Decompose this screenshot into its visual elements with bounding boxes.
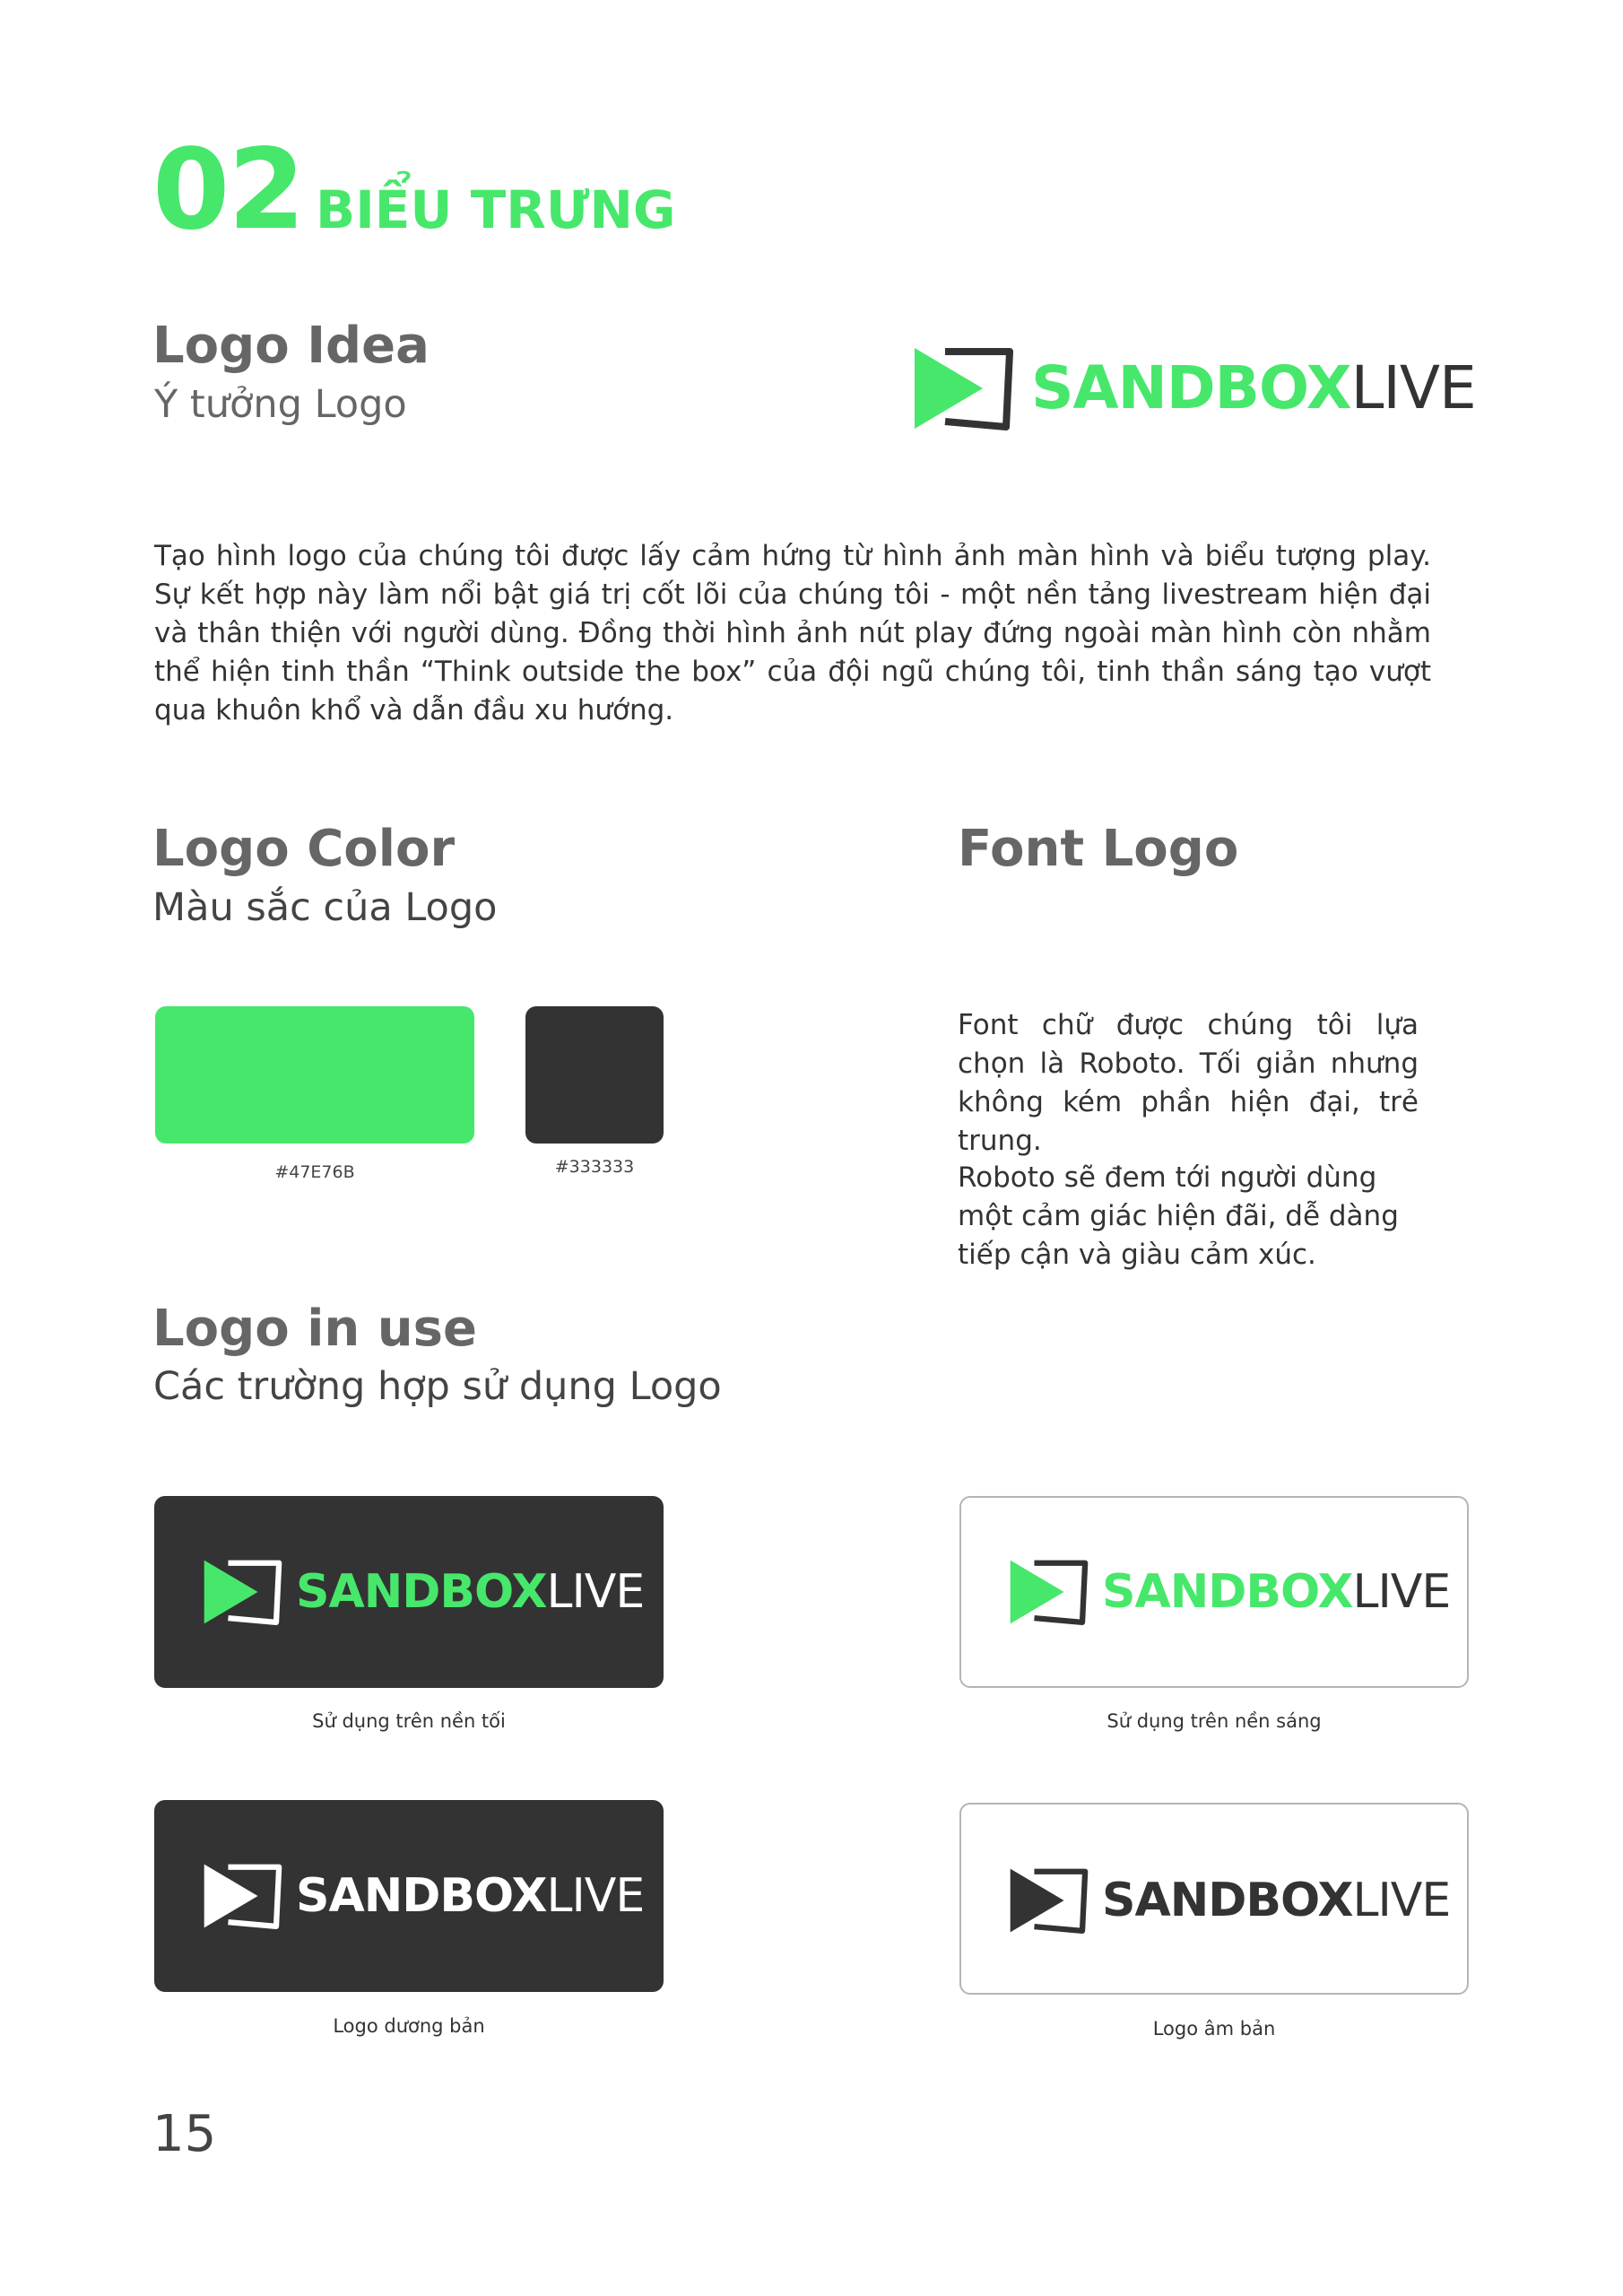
logo-card-dark [154,1496,664,1688]
logo-in-use-title: Logo in use [152,1300,477,1358]
font-logo-paragraph-2: Roboto sẽ đem tới người dùng một cảm giác hiện đãi, dễ dàng tiếp cận và giàu cảm xúc. [958,1161,1399,1271]
play-in-screen-icon [1009,1559,1089,1625]
play-in-screen-icon [203,1559,283,1625]
caption-dark: Sử dụng trên nền tối [312,1710,506,1732]
page-number: 15 [152,2105,217,2163]
section-title: BIỂU TRƯNG [316,179,676,240]
caption-light: Sử dụng trên nền sáng [1107,1710,1322,1732]
section-number: 02 [152,126,304,255]
logo-card-light [959,1496,1469,1688]
logo-word-bold: SANDBOX [296,1565,547,1619]
logo-negative [1009,1867,1450,1934]
logo-idea-title: Logo Idea [152,317,430,375]
logo-color-title: Logo Color [152,820,456,878]
logo-card-positive [154,1800,664,1992]
caption-negative: Logo âm bản [1152,2018,1276,2039]
logo-word-bold: SANDBOX [1102,1565,1353,1619]
logo-word-light: LIVE [546,1565,645,1619]
font-logo-paragraph-1: Font chữ được chúng tôi lựa chọn là Roboto. Tối giản nhưng không kém phần hiện đại, trẻ trung. [958,1009,1419,1157]
color-hex-dark: #333333 [554,1157,635,1177]
color-swatch-green [155,1006,474,1144]
play-in-screen-icon [203,1863,283,1929]
logo-in-use-subtitle: Các trường hợp sử dụng Logo [153,1364,722,1409]
logo-wordmark [1102,1874,1451,1927]
logo-word-bold: SANDBOX [1031,353,1351,422]
logo-word-light: LIVE [1352,1874,1451,1927]
logo-wordmark [1102,1565,1451,1619]
logo-card-negative [959,1803,1469,1995]
logo-wordmark [296,1869,645,1923]
play-in-screen-icon [1009,1867,1089,1934]
logo-on-light [1009,1559,1450,1625]
color-swatch-dark [525,1006,664,1144]
logo-word-light: LIVE [1352,1565,1451,1619]
logo-idea-description: Tạo hình logo của chúng tôi được lấy cảm hứng từ hình ảnh màn hình và biểu tượng play. Sự kết hợp này làm nổi bật giá trị cốt lõi của chúng tôi - một nền tảng livestream hiện đại và thân thiện với người dùng. Đồng thời hình ảnh nút play đứng ngoài màn hình còn nhằm thể hiện tinh thần “Think outside the box” của đội ngũ chúng tôi, tinh thần sáng tạo vượt qua khuôn khổ và dẫn đầu xu hướng. [154,540,1431,726]
font-logo-title: Font Logo [958,820,1239,878]
logo-idea-subtitle: Ý tưởng Logo [154,382,407,427]
logo-main [913,346,1476,430]
logo-on-dark [203,1559,644,1625]
logo-color-subtitle: Màu sắc của Logo [152,885,498,930]
play-in-screen-icon [913,346,1015,430]
color-hex-green: #47E76B [274,1162,355,1182]
logo-positive [203,1863,644,1929]
logo-wordmark [296,1565,645,1619]
logo-word-bold: SANDBOX [296,1869,547,1923]
logo-wordmark [1031,353,1476,422]
logo-word-light: LIVE [546,1869,645,1923]
caption-positive: Logo dương bản [333,2015,485,2037]
logo-word-light: LIVE [1350,353,1476,422]
logo-word-bold: SANDBOX [1102,1874,1353,1927]
